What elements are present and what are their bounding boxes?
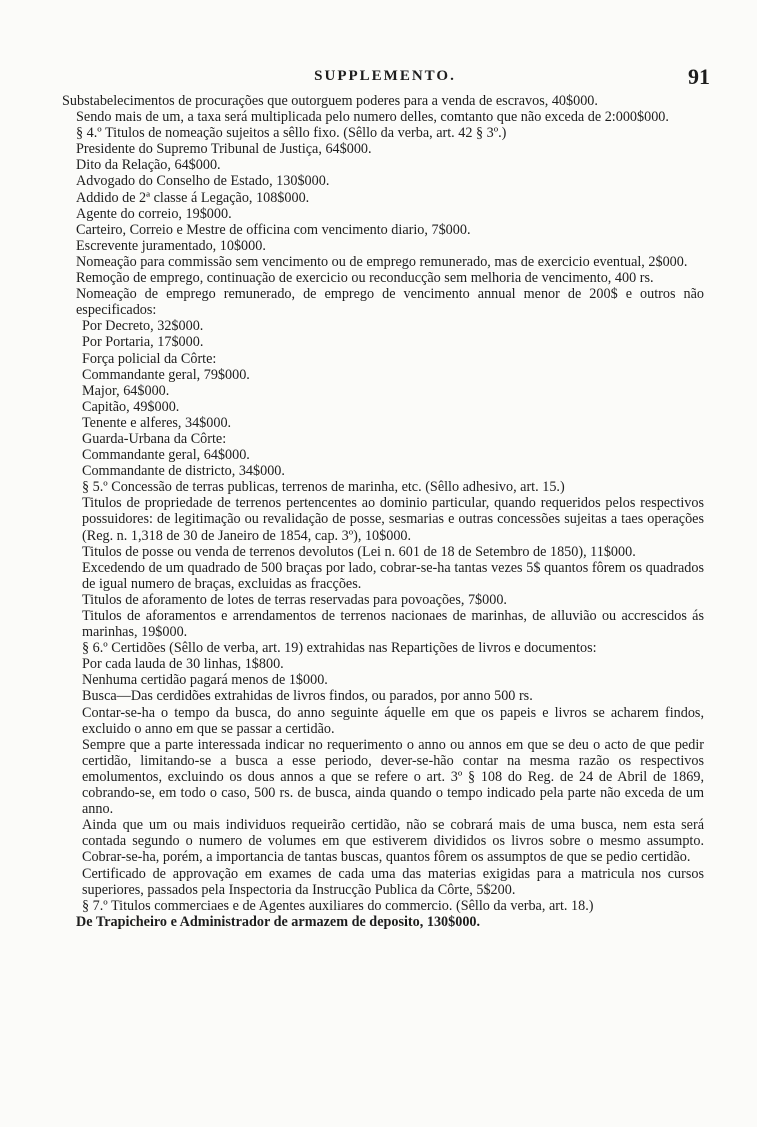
paragraph: Tenente e alferes, 34$000. <box>82 414 232 431</box>
paragraph: De Trapicheiro e Administrador de armazem de deposito, 130$000. <box>76 913 481 930</box>
paragraph: Por cada lauda de 30 linhas, 1$800. <box>82 656 284 673</box>
paragraph: Por Decreto, 32$000. <box>82 318 204 335</box>
page-number: 91 <box>688 64 710 89</box>
paragraph: Nenhuma certidão pagará menos de 1$000. <box>82 672 328 689</box>
paragraph: Nomeação de emprego remunerado, de emprego de vencimento annual menor de 200$ e outros não especificados: <box>76 286 704 319</box>
running-title: SUPPLEMENTO. <box>314 68 456 84</box>
paragraph: Capitão, 49$000. <box>82 398 180 415</box>
paragraph: Por Portaria, 17$000. <box>82 334 204 351</box>
paragraph: § 5.º Concessão de terras publicas, terrenos de marinha, etc. (Sêllo adhesivo, art. 15.) <box>82 479 565 496</box>
paragraph: Carteiro, Correio e Mestre de officina com vencimento diario, 7$000. <box>76 221 471 238</box>
paragraph: Titulos de propriedade de terrenos pertencentes ao dominio particular, quando requeridos pelos respectivos possuidores: de legitimação ou revalidação de posse, sesmarias e outras concessões sujeitas a taes operações (Reg. n. 1,318 de 30 de Janeiro de 1854, cap. 3º), 10$000. <box>82 495 704 544</box>
paragraph: Escrevente juramentado, 10$000. <box>76 237 266 254</box>
paragraph: Sempre que a parte interessada indicar no requerimento o anno ou annos em que se deu o acto de que pedir certidão, limitando-se a busca a esse periodo, dever-se-hão contar na mesma razão os respectivos emolumentos, excluindo os dous annos a que se refere o art. 3º § 108 do Reg. de 24 de Abril de 1869, cobrando-se, em todo o caso, 500 rs. de busca, ainda quando o tempo indicado pela parte não exceda de um anno. <box>82 736 704 818</box>
paragraph: Excedendo de um quadrado de 500 braças por lado, cobrar-se-ha tantas vezes 5$ quantos fôrem os quadrados de igual numero de braças, excluidas as fracções. <box>82 559 704 592</box>
paragraph: Commandante geral, 64$000. <box>82 447 250 464</box>
paragraph: Presidente do Supremo Tribunal de Justiça, 64$000. <box>76 141 372 158</box>
paragraph: Agente do correio, 19$000. <box>76 205 232 222</box>
page-header <box>60 64 710 94</box>
paragraph: Ainda que um ou mais individuos requeirão certidão, não se cobrará mais de uma busca, nem esta será contada segundo o numero de volumes em que estiverem divididos os livros sobre o mesmo assumpto. Cobrar-se-ha, porém, a importancia de tantas buscas, quantos fôrem os assumptos de que se pedio certidão. <box>82 817 704 866</box>
paragraph: § 7.º Titulos commerciaes e de Agentes auxiliares do commercio. (Sêllo da verba, art. 18.) <box>82 897 594 914</box>
paragraph: Certificado de approvação em exames de cada uma das materias exigidas para a matricula nos cursos superiores, passados pela Inspectoria da Instrucção Publica da Côrte, 5$200. <box>82 865 704 898</box>
paragraph: Remoção de emprego, continuação de exercicio ou reconducção sem melhoria de vencimento, 400 rs. <box>76 270 654 287</box>
paragraph: Nomeação para commissão sem vencimento ou de emprego remunerado, mas de exercicio eventual, 2$000. <box>76 253 688 270</box>
paragraph: Força policial da Côrte: <box>82 350 217 367</box>
document-body <box>62 93 704 930</box>
paragraph: § 6.º Certidões (Sêllo de verba, art. 19) extrahidas nas Repartições de livros e documentos: <box>82 640 597 657</box>
paragraph: Titulos de aforamentos e arrendamentos de terrenos nacionaes de marinhas, de alluvião ou accrescidos ás marinhas, 19$000. <box>82 608 704 641</box>
paragraph: Substabelecimentos de procurações que outorguem poderes para a venda de escravos, 40$000. <box>62 93 598 109</box>
paragraph: § 4.º Titulos de nomeação sujeitos a sêllo fixo. (Sêllo da verba, art. 42 § 3º.) <box>76 125 507 142</box>
paragraph: Guarda-Urbana da Côrte: <box>82 430 227 447</box>
paragraph: Titulos de aforamento de lotes de terras reservadas para povoações, 7$000. <box>82 591 507 608</box>
paragraph: Commandante geral, 79$000. <box>82 366 250 383</box>
paragraph: Contar-se-ha o tempo da busca, do anno seguinte áquelle em que os papeis e livros se acharem findos, excluido o anno em que se passar a certidão. <box>82 704 704 737</box>
paragraph: Titulos de posse ou venda de terrenos devolutos (Lei n. 601 de 18 de Setembro de 1850), 11$000. <box>82 543 636 560</box>
paragraph: Sendo mais de um, a taxa será multiplicada pelo numero delles, comtanto que não exceda de 2:000$000. <box>76 109 669 126</box>
paragraph: Addido de 2ª classe á Legação, 108$000. <box>76 189 310 206</box>
paragraph: Busca—Das cerdidões extrahidas de livros findos, ou parados, por anno 500 rs. <box>82 688 533 705</box>
paragraph: Advogado do Conselho de Estado, 130$000. <box>76 173 330 190</box>
paragraph: Dito da Relação, 64$000. <box>76 157 221 174</box>
paragraph: Major, 64$000. <box>82 382 170 399</box>
paragraph: Commandante de districto, 34$000. <box>82 463 285 480</box>
